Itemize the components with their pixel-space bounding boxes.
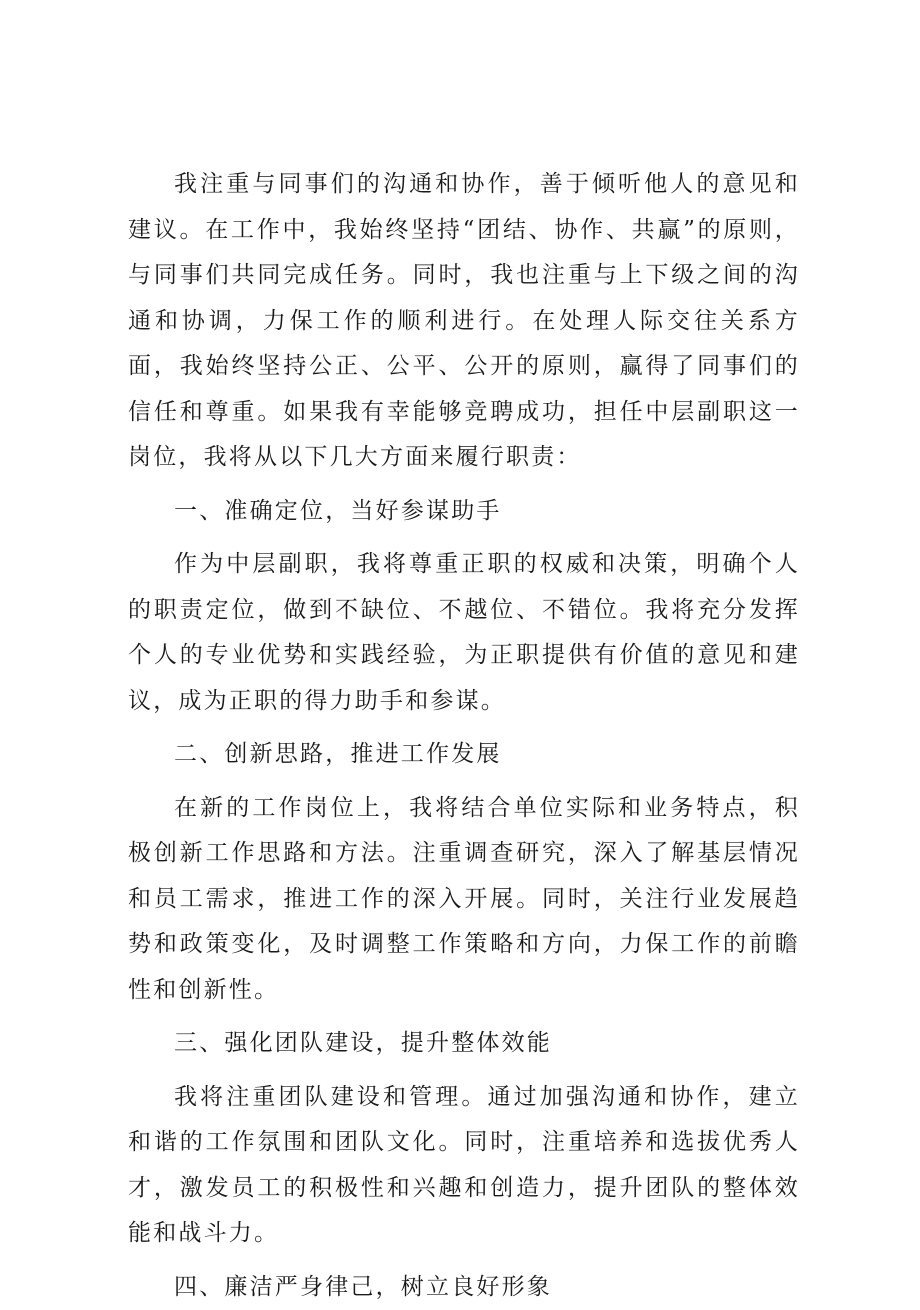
section-heading: 一、准确定位，当好参谋助手 [128,489,800,535]
body-paragraph: 我注重与同事们的沟通和协作，善于倾听他人的意见和建议。在工作中，我始终坚持“团结、协作、共赢”的原则，与同事们共同完成任务。同时，我也注重与上下级之间的沟通和协调，力保工作的顺利进行。在处理人际交往关系方面，我始终坚持公正、公平、公开的原则，赢得了同事们的信任和尊重。如果我有幸能够竞聘成功，担任中层副职这一岗位，我将从以下几大方面来履行职责： [128,162,800,481]
section-heading: 三、强化团队建设，提升整体效能 [128,1021,800,1067]
body-paragraph: 在新的工作岗位上，我将结合单位实际和业务特点，积极创新工作思路和方法。注重调查研究，深入了解基层情况和员工需求，推进工作的深入开展。同时，关注行业发展趋势和政策变化，及时调整工作策略和方向，力保工作的前瞻性和创新性。 [128,786,800,1014]
body-paragraph: 作为中层副职，我将尊重正职的权威和决策，明确个人的职责定位，做到不缺位、不越位、不错位。我将充分发挥个人的专业优势和实践经验，为正职提供有价值的意见和建议，成为正职的得力助手和参谋。 [128,542,800,724]
body-paragraph: 我将注重团队建设和管理。通过加强沟通和协作，建立和谐的工作氛围和团队文化。同时，注重培养和选拔优秀人才，激发员工的积极性和兴趣和创造力，提升团队的整体效能和战斗力。 [128,1075,800,1257]
section-heading: 四、廉洁严身律己，树立良好形象 [128,1265,800,1310]
section-heading: 二、创新思路，推进工作发展 [128,732,800,778]
document-body [128,162,800,1310]
